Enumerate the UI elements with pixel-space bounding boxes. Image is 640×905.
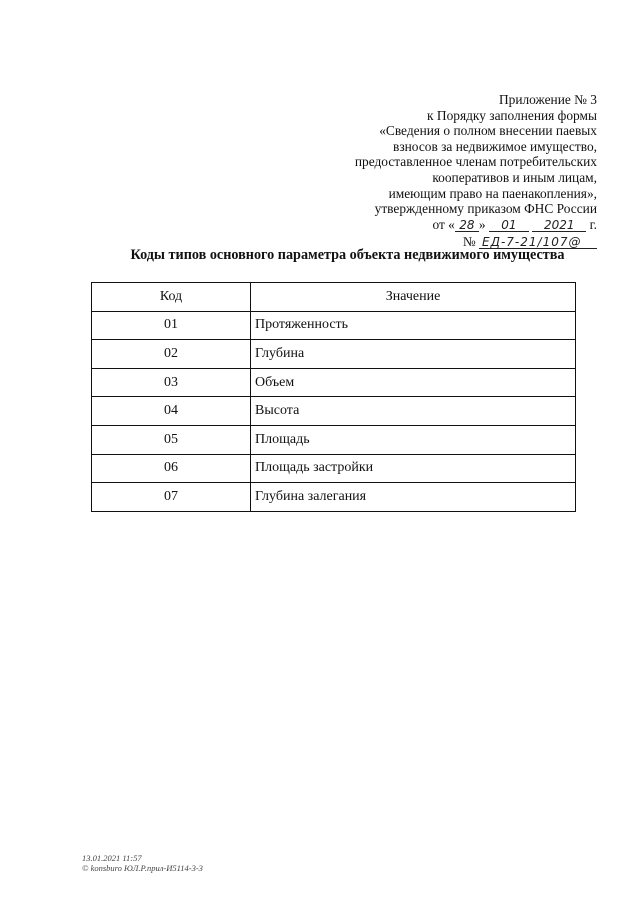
- table-row: [92, 368, 576, 397]
- date-year-handwritten: 2021: [532, 219, 586, 232]
- table-row: [92, 425, 576, 454]
- header-line: кооперативов и иным лицам,: [432, 169, 597, 185]
- table-header-row: [92, 283, 576, 312]
- footer-timestamp: 13.01.2021 11:57: [82, 853, 142, 863]
- cell-code: 04: [92, 397, 251, 426]
- cell-value: Высота: [251, 397, 576, 426]
- column-header-code: Код: [92, 283, 251, 312]
- number-prefix: №: [462, 233, 476, 249]
- order-date-line: [297, 217, 597, 234]
- cell-value: Глубина залегания: [251, 483, 576, 512]
- cell-code: 06: [92, 454, 251, 483]
- column-header-value: Значение: [251, 283, 576, 312]
- appendix-header: [297, 92, 597, 251]
- date-day-handwritten: 28: [455, 219, 479, 232]
- footer-reference: © konsburo ЮЛ.Р.прил-И5114-3-3: [82, 863, 203, 873]
- date-mid: »: [478, 216, 486, 232]
- cell-code: 05: [92, 425, 251, 454]
- table-row: [92, 397, 576, 426]
- header-line: взносов за недвижимое имущество,: [393, 138, 597, 154]
- cell-value: Протяженность: [251, 311, 576, 340]
- cell-value: Площадь: [251, 425, 576, 454]
- table-row: [92, 483, 576, 512]
- codes-table: [91, 282, 576, 512]
- cell-code: 01: [92, 311, 251, 340]
- header-line: утвержденному приказом ФНС России: [374, 201, 597, 217]
- header-line: Приложение № 3: [498, 92, 597, 107]
- date-suffix: г.: [589, 216, 597, 232]
- cell-value: Площадь застройки: [251, 454, 576, 483]
- order-number-handwritten: ЕД-7-21/107@: [479, 236, 597, 249]
- cell-code: 03: [92, 368, 251, 397]
- date-prefix: от «: [432, 216, 455, 232]
- cell-code: 07: [92, 483, 251, 512]
- header-line: имеющим право на паенакопления»,: [388, 185, 597, 201]
- cell-value: Глубина: [251, 340, 576, 369]
- date-month-handwritten: 01: [489, 219, 529, 232]
- cell-value: Объем: [251, 368, 576, 397]
- table-row: [92, 454, 576, 483]
- header-line: «Сведения о полном внесении паевых: [379, 123, 597, 139]
- table-row: [92, 340, 576, 369]
- page-title: Коды типов основного параметра объекта недвижимого имущества: [130, 247, 565, 263]
- header-line: к Порядку заполнения формы: [427, 107, 597, 123]
- cell-code: 02: [92, 340, 251, 369]
- document-footer-stamp: [82, 853, 203, 873]
- header-line: предоставленное членам потребительских: [354, 154, 597, 170]
- table-row: [92, 311, 576, 340]
